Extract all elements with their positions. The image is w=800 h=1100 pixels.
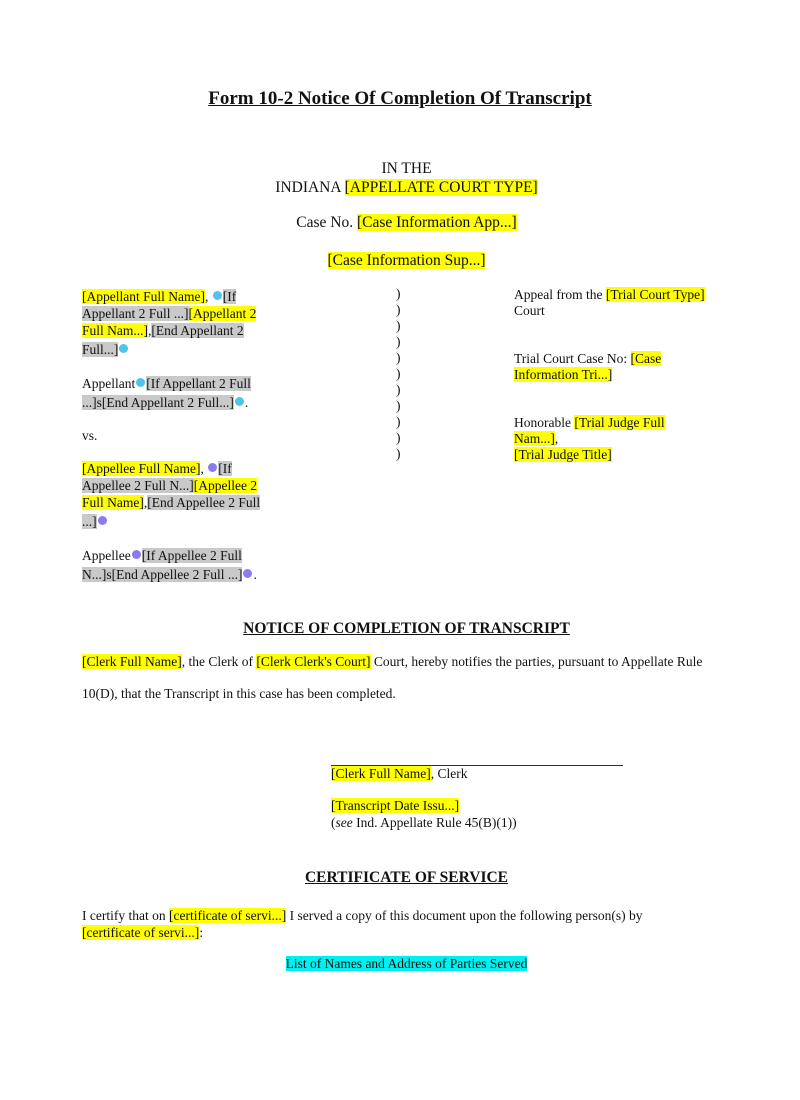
transcript-date-field[interactable]: [Transcript Date Issu...]: [331, 798, 460, 813]
notice-paragraph-line-2: 10(D), that the Transcript in this case has been completed.: [82, 686, 396, 701]
if-appellant-2-cont: Appellant 2 Full ...]: [82, 306, 189, 321]
signature-clerk-name-field[interactable]: [Clerk Full Name]: [331, 766, 431, 781]
paren: ): [396, 350, 401, 365]
service-list-field[interactable]: List of Names and Address of Parties Served: [285, 956, 528, 971]
appellee-2-name-cont: Full Name]: [82, 495, 144, 510]
if-appellee-2-full-cont: N...]s: [82, 567, 112, 582]
paren: ): [396, 318, 401, 333]
appellee-label-block: Appellee [If Appellee 2 Full N...]s[End Appellee 2 Full ...] .: [82, 548, 257, 582]
end-appellant-2-field[interactable]: [End Appellant 2: [151, 323, 244, 338]
trial-judge-cont: Nam...]: [514, 431, 555, 446]
judge-block: Honorable [Trial Judge Full Nam...], [Trial Judge Title]: [514, 415, 665, 462]
in-the-line: IN THE: [381, 160, 432, 177]
notice-heading: NOTICE OF COMPLETION OF TRANSCRIPT: [243, 620, 570, 637]
bookmark-marker-icon: [243, 569, 252, 578]
clerk-court-field[interactable]: [Clerk Clerk's Court]: [256, 654, 371, 669]
bookmark-marker-icon: [132, 550, 141, 559]
bookmark-marker-icon: [98, 516, 107, 525]
bookmark-marker-icon: [136, 378, 145, 387]
bookmark-marker-icon: [213, 291, 222, 300]
parens-column: [396, 286, 401, 462]
if-appellee-2-cont: Appellee 2 Full N...]: [82, 478, 194, 493]
appellee-name-field[interactable]: [Appellee Full Name]: [82, 461, 201, 476]
certificate-heading: CERTIFICATE OF SERVICE: [304, 869, 509, 886]
bookmark-marker-icon: [235, 397, 244, 406]
trial-judge-field[interactable]: [Trial Judge Full: [574, 415, 665, 430]
appellee-block: [Appellee Full Name], [If Appellee 2 Full N...][Appellee 2 Full Name],[End Appellee 2 Full ...]: [82, 461, 261, 529]
paren: ): [396, 414, 401, 429]
case-number-field[interactable]: [Case Information App...]: [357, 214, 517, 231]
end-appellant-2-full-field[interactable]: [End Appellant 2 Full...]: [101, 395, 234, 410]
paren: ): [396, 430, 401, 445]
trial-case-block: Trial Court Case No: [Case Information Tri...]: [514, 351, 662, 382]
bookmark-marker-icon: [208, 463, 217, 472]
rule-citation: (see Ind. Appellate Rule 45(B)(1)): [331, 815, 517, 830]
vs-label: vs.: [82, 428, 98, 443]
trial-court-type-field[interactable]: [Trial Court Type]: [605, 287, 705, 302]
service-list-line: [0, 956, 800, 972]
court-type-field[interactable]: [APPELLATE COURT TYPE]: [344, 179, 538, 196]
end-appellee-2-cont: ...]: [82, 514, 97, 529]
trial-case-number-cont: Information Tri...]: [514, 367, 613, 382]
paren: ): [396, 382, 401, 397]
notice-paragraph-line-1: [Clerk Full Name], the Clerk of [Clerk Clerk's Court] Court, hereby notifies the parties, pursuant to Appellate Rule: [82, 654, 703, 669]
case-info-sup-field[interactable]: [Case Information Sup...]: [327, 252, 486, 269]
appellant-label-block: Appellant [If Appellant 2 Full ...]s[End Appellant 2 Full...] .: [82, 376, 251, 410]
if-appellee-2-field[interactable]: [If: [218, 461, 232, 476]
clerk-signature-line: [Clerk Full Name], Clerk: [331, 766, 468, 781]
certificate-paragraph: I certify that on [certificate of servi...] I served a copy of this document upon the following person(s) by [certificate of servi...]:: [82, 908, 643, 940]
bookmark-marker-icon: [119, 344, 128, 353]
paren: ): [396, 286, 401, 301]
transcript-date-line: [331, 798, 459, 814]
end-appellant-2-cont: Full...]: [82, 342, 119, 357]
if-appellant-2-full-field[interactable]: [If Appellant 2 Full: [146, 376, 251, 391]
end-appellee-2-full-field[interactable]: [End Appellee 2 Full ...]: [111, 567, 243, 582]
appeal-from-block: Appeal from the [Trial Court Type] Court: [514, 287, 705, 318]
appellee-2-name-field[interactable]: [Appellee 2: [193, 478, 258, 493]
certificate-date-field[interactable]: [certificate of servi...]: [168, 908, 287, 923]
court-line: INDIANA [APPELLATE COURT TYPE]: [275, 179, 538, 196]
appellant-2-name-field[interactable]: [Appellant 2: [188, 306, 257, 321]
if-appellant-2-field[interactable]: [If: [222, 289, 237, 304]
paren: ): [396, 446, 401, 461]
trial-judge-title-field[interactable]: [Trial Judge Title]: [514, 447, 612, 462]
appellant-name-field[interactable]: [Appellant Full Name]: [82, 289, 205, 304]
appellant-block: [Appellant Full Name], [If Appellant 2 Full ...][Appellant 2 Full Nam...],[End Appellant 2 Full...]: [82, 289, 257, 357]
appellant-2-name-cont: Full Nam...]: [82, 323, 148, 338]
if-appellee-2-full-field[interactable]: [If Appellee 2 Full: [141, 548, 242, 563]
if-appellant-2-full-cont: ...]s: [82, 395, 102, 410]
paren: ): [396, 366, 401, 381]
paren: ): [396, 398, 401, 413]
trial-case-number-field[interactable]: [Case: [630, 351, 662, 366]
paren: ): [396, 302, 401, 317]
case-number-line: Case No. [Case Information App...]: [296, 214, 517, 231]
case-info-sup-line: [0, 252, 800, 270]
certificate-method-field[interactable]: [certificate of servi...]: [82, 925, 200, 940]
paren: ): [396, 334, 401, 349]
clerk-name-field[interactable]: [Clerk Full Name]: [82, 654, 182, 669]
form-title: Form 10-2 Notice Of Completion Of Transcript: [208, 88, 592, 109]
end-appellee-2-field[interactable]: [End Appellee 2 Full: [147, 495, 261, 510]
